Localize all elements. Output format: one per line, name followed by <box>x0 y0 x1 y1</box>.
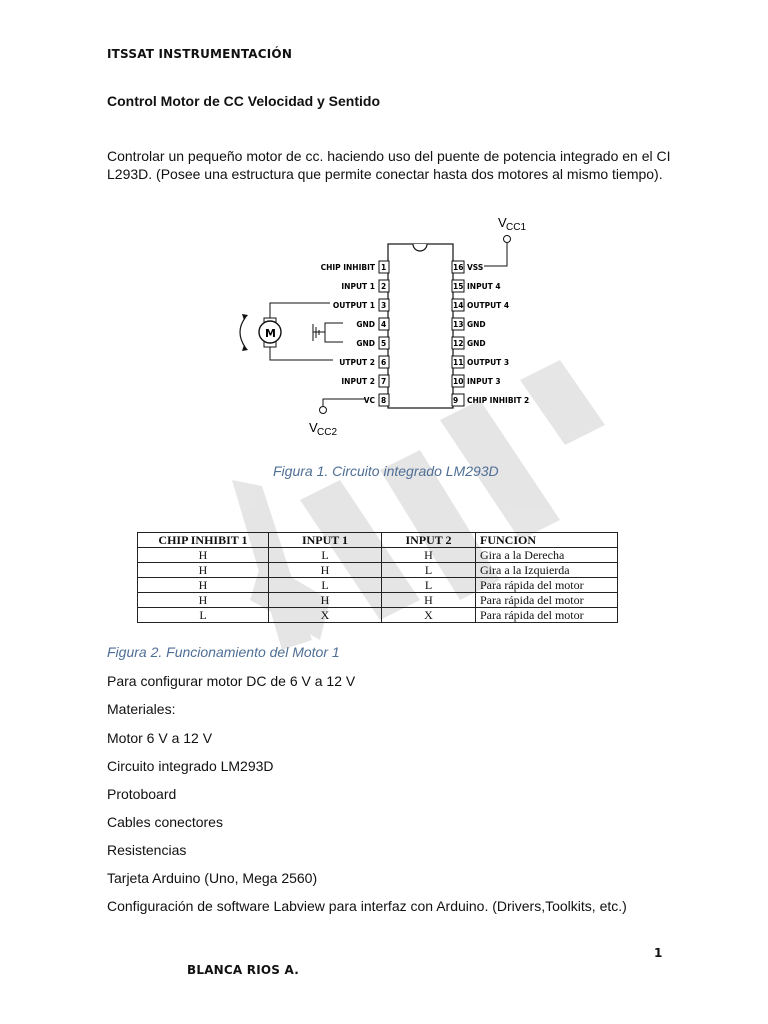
ic-right-pin <box>452 280 501 292</box>
vcc1-terminal <box>504 236 511 243</box>
table-cell: X <box>269 608 382 623</box>
pin-label: VC <box>363 396 375 405</box>
table-cell: X <box>382 608 476 623</box>
pin-number: 14 <box>453 301 464 310</box>
table-header-cell: FUNCION <box>476 533 618 548</box>
pin-number: 16 <box>453 263 464 272</box>
ic-left-pin <box>341 375 389 387</box>
vcc1-subscript: CC1 <box>506 222 527 233</box>
page-number: 1 <box>654 946 663 960</box>
pin-number: 8 <box>381 396 387 405</box>
pin-number: 12 <box>453 339 464 348</box>
list-item: Circuito integrado LM293D <box>107 758 274 774</box>
ic-left-pin <box>356 337 389 349</box>
ic-left-pin <box>333 299 389 311</box>
ic-right-pin <box>452 356 509 368</box>
vcc2-label: V <box>309 420 318 435</box>
table-header-row <box>138 533 618 548</box>
pin-label: CHIP INHIBIT 2 <box>467 396 530 405</box>
ic-left-pin <box>339 356 389 368</box>
pin-label: INPUT 3 <box>467 377 501 386</box>
list-item: Motor 6 V a 12 V <box>107 730 213 746</box>
pin-label: CHIP INHIBIT <box>320 263 375 272</box>
table-row <box>138 548 618 563</box>
table-cell: H <box>382 593 476 608</box>
config-line: Para configurar motor DC de 6 V a 12 V <box>107 673 356 689</box>
table-header-cell: CHIP INHIBIT 1 <box>138 533 269 548</box>
figure-2-caption: Figura 2. Funcionamiento del Motor 1 <box>107 644 340 660</box>
pin-label: GND <box>356 320 375 329</box>
ic-left-pin <box>321 261 389 273</box>
table-cell: H <box>382 548 476 563</box>
page-title: Control Motor de CC Velocidad y Sentido <box>107 93 381 109</box>
ic-pinout-diagram <box>225 210 555 440</box>
pin-label: INPUT 2 <box>341 377 375 386</box>
pin-number: 1 <box>381 263 387 272</box>
list-item: Tarjeta Arduino (Uno, Mega 2560) <box>107 870 318 886</box>
table-cell: Gira a la Izquierda <box>476 563 618 578</box>
motor-function-table <box>137 532 618 623</box>
table-row <box>138 578 618 593</box>
rotation-arrow-icon <box>240 318 245 347</box>
materials-heading: Materiales: <box>107 701 176 717</box>
table-cell: Para rápida del motor <box>476 608 618 623</box>
intro-line-2: L293D. (Posee una estructura que permite conectar hasta dos motores al mismo tiempo). <box>107 166 663 182</box>
table-header-cell: INPUT 2 <box>382 533 476 548</box>
list-item: Configuración de software Labview para interfaz con Arduino. (Drivers,Toolkits, etc.) <box>107 898 627 914</box>
pin-label: INPUT 1 <box>341 282 375 291</box>
ic-left-pin <box>364 394 389 406</box>
table-cell: L <box>138 608 269 623</box>
pin-number: 4 <box>381 320 387 329</box>
table-cell: L <box>269 578 382 593</box>
table-cell: H <box>138 563 269 578</box>
pin-number: 7 <box>381 377 387 386</box>
pin-number: 15 <box>453 282 464 291</box>
vcc2-subscript: CC2 <box>317 427 338 438</box>
pin-number: 6 <box>381 358 387 367</box>
list-item: Protoboard <box>107 786 177 802</box>
table-cell: H <box>138 548 269 563</box>
pin-label: GND <box>467 320 486 329</box>
table-cell: H <box>138 578 269 593</box>
vcc1-label: V <box>498 215 507 230</box>
ic-right-pin <box>452 337 486 349</box>
pin-label: UTPUT 2 <box>339 358 375 367</box>
ic-right-pin <box>452 318 486 330</box>
ic-right-pin <box>452 299 509 311</box>
table-cell: L <box>269 548 382 563</box>
list-item: Resistencias <box>107 842 187 858</box>
pin-label: OUTPUT 1 <box>332 301 375 310</box>
table-row <box>138 593 618 608</box>
list-item: Cables conectores <box>107 814 223 830</box>
pin-label: OUTPUT 3 <box>467 358 510 367</box>
table-cell: Gira a la Derecha <box>476 548 618 563</box>
table-cell: L <box>382 578 476 593</box>
pin-number: 10 <box>453 377 464 386</box>
vcc2-terminal <box>320 407 327 414</box>
pin-number: 3 <box>381 301 387 310</box>
pin-number: 5 <box>381 339 387 348</box>
pin-number: 2 <box>381 282 387 291</box>
intro-line-1: Controlar un pequeño motor de cc. haciendo uso del puente de potencia integrado en el CI <box>107 148 671 164</box>
header-org: ITSSAT INSTRUMENTACIÓN <box>107 47 293 61</box>
table-row <box>138 563 618 578</box>
table-row <box>138 608 618 623</box>
pin-label: INPUT 4 <box>467 282 501 291</box>
ic-right-pin <box>452 394 529 406</box>
pin-label: GND <box>356 339 375 348</box>
table-cell: H <box>269 563 382 578</box>
table-cell: Para rápida del motor <box>476 578 618 593</box>
table-cell: H <box>138 593 269 608</box>
table-cell: L <box>382 563 476 578</box>
pin-label: OUTPUT 4 <box>467 301 510 310</box>
pin-label: VSS <box>467 263 484 272</box>
pin-number: 13 <box>453 320 464 329</box>
table-cell: H <box>269 593 382 608</box>
ic-right-pin <box>452 375 501 387</box>
pin-number: 9 <box>453 396 459 405</box>
ic-right-pin <box>452 261 483 273</box>
table-cell: Para rápida del motor <box>476 593 618 608</box>
ic-left-pin <box>356 318 389 330</box>
pin-label: GND <box>467 339 486 348</box>
pin-number: 11 <box>453 358 464 367</box>
ic-left-pin <box>341 280 389 292</box>
motor-label: M <box>265 327 276 340</box>
footer-author: BLANCA RIOS A. <box>187 963 299 977</box>
table-header-cell: INPUT 1 <box>269 533 382 548</box>
figure-1-caption: Figura 1. Circuito integrado LM293D <box>273 463 499 479</box>
